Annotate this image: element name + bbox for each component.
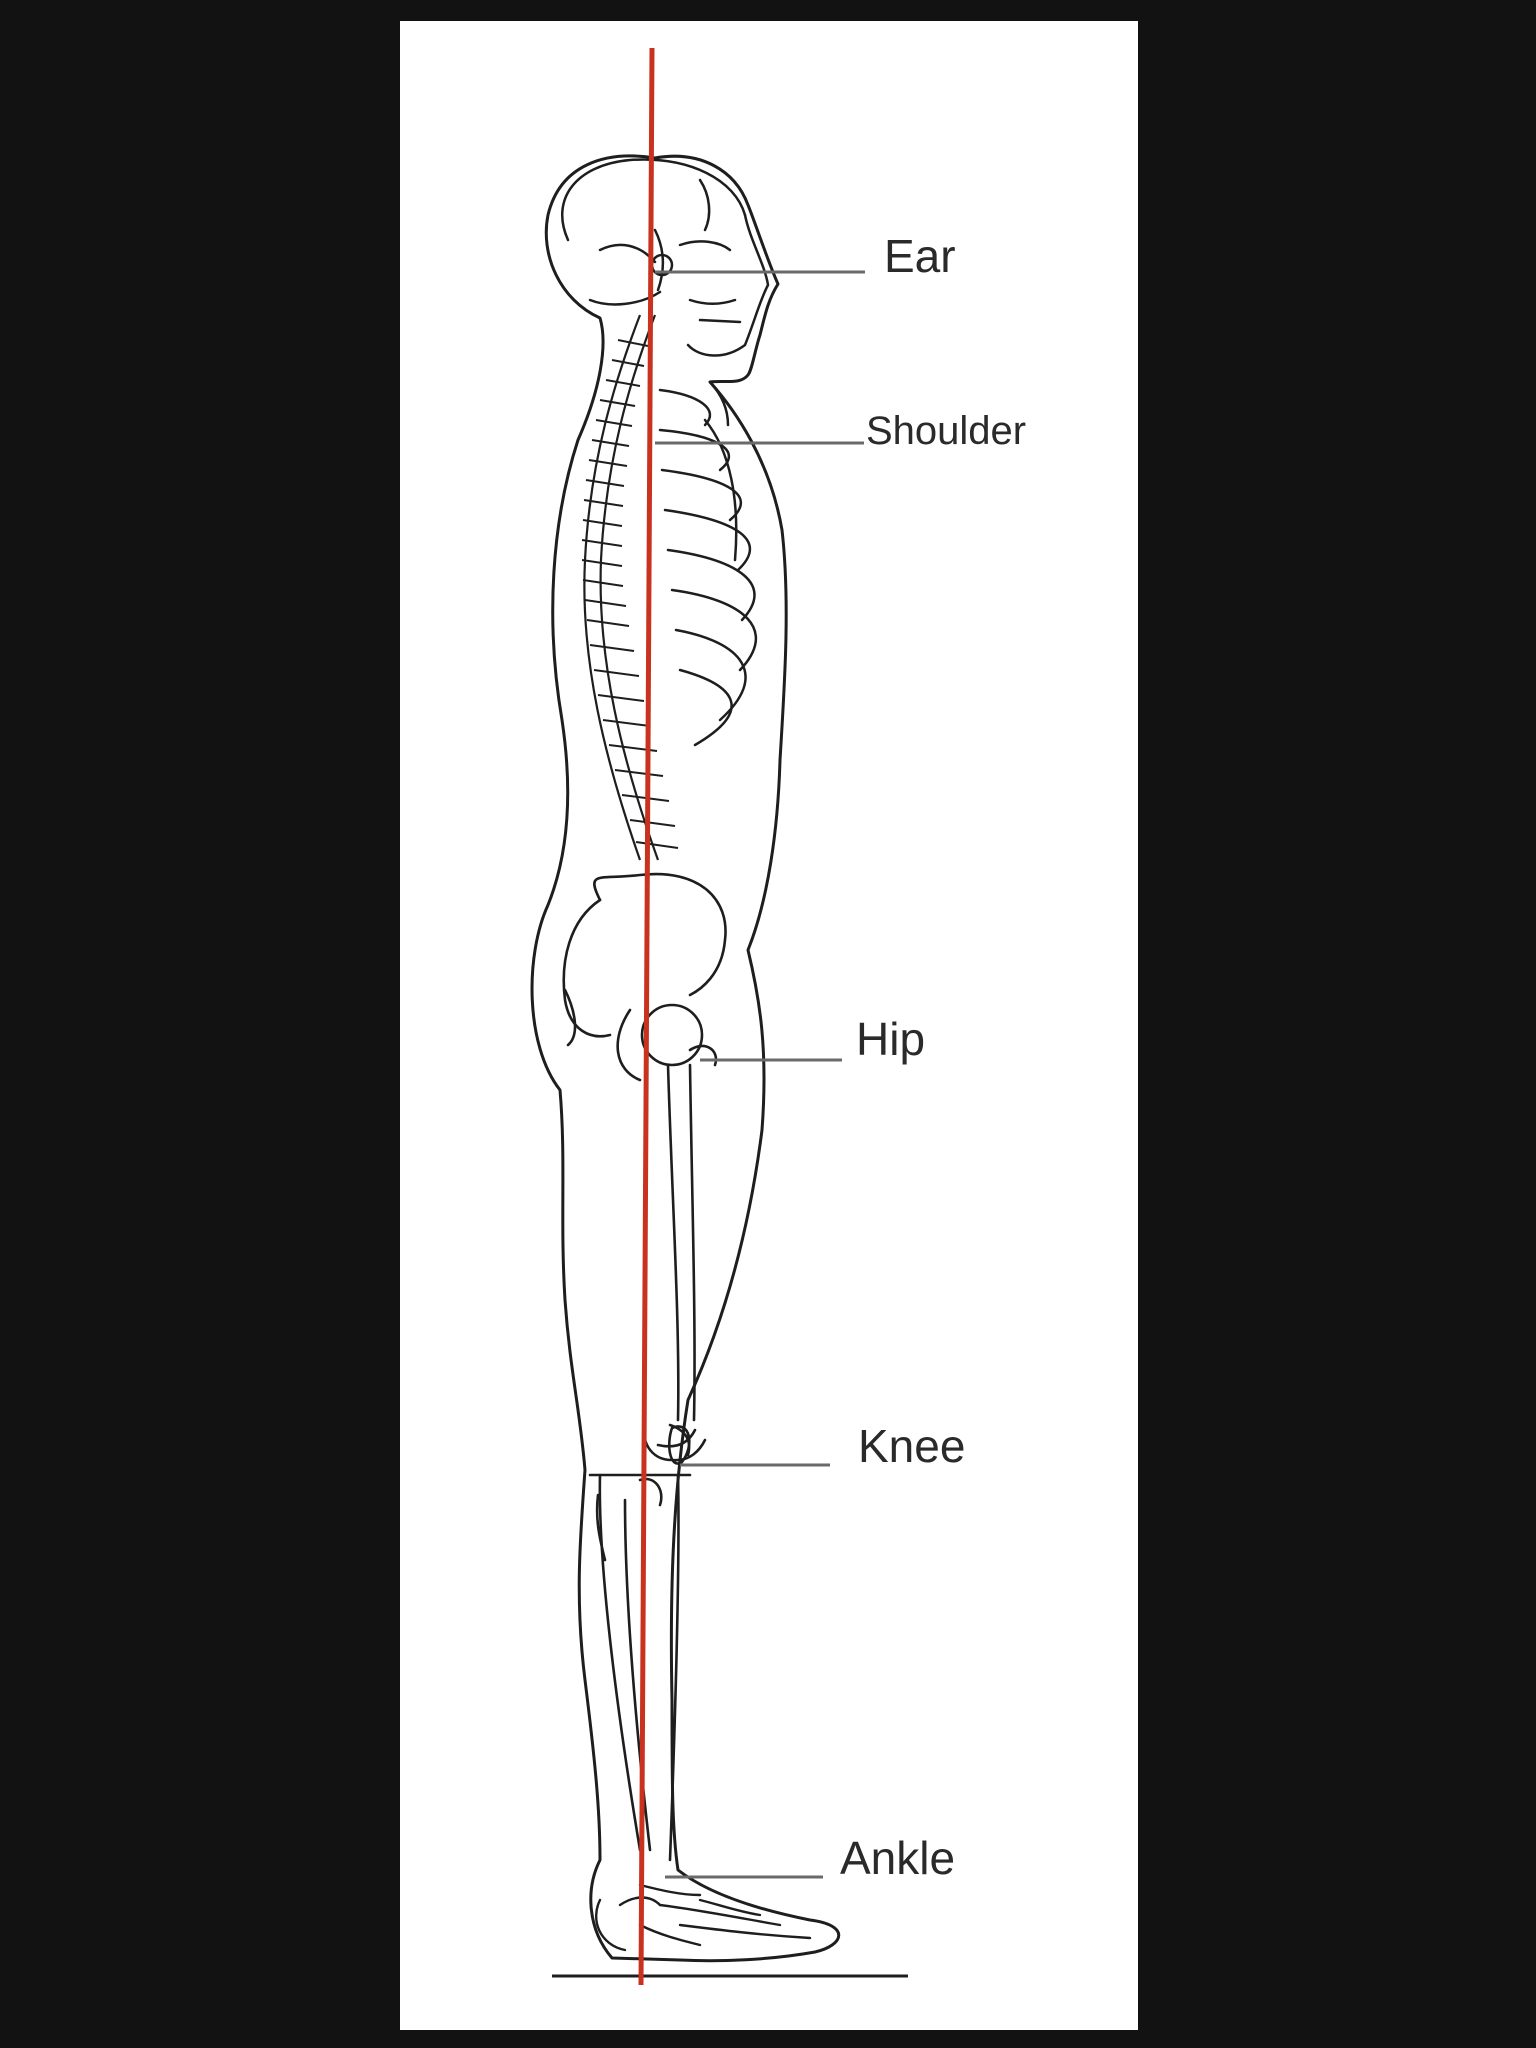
hip-label: Hip: [856, 1013, 926, 1065]
skull: [562, 160, 768, 356]
shoulder-label: Shoulder: [866, 409, 1027, 453]
knee-label: Knee: [858, 1420, 966, 1472]
body-outline: [532, 156, 839, 1961]
femur: [644, 1065, 705, 1464]
spine: [582, 315, 678, 860]
foot: [596, 1885, 810, 1950]
ear-label: Ear: [884, 230, 956, 282]
ankle-label: Ankle: [840, 1832, 956, 1884]
ribcage: [660, 382, 756, 745]
